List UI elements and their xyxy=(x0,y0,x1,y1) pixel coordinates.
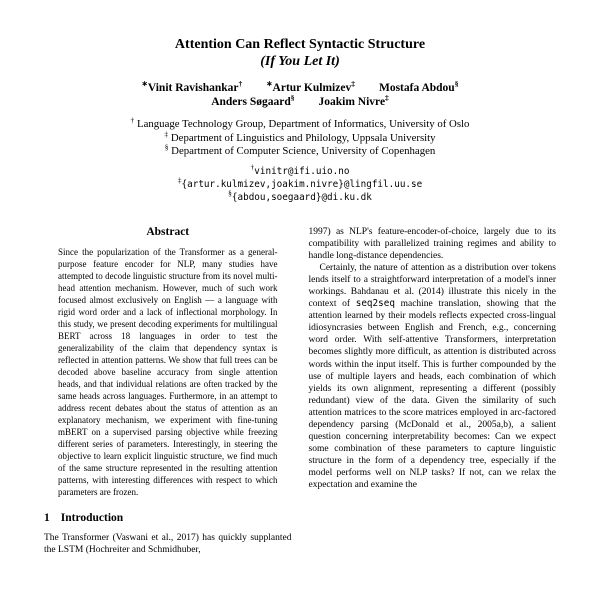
affiliation-mark: ‡ xyxy=(351,79,355,89)
affiliation-mark: † xyxy=(238,79,243,89)
affiliation-mark: § xyxy=(228,188,232,198)
email-list xyxy=(0,162,600,204)
author-list xyxy=(0,81,600,109)
authors-row-2 xyxy=(0,95,600,109)
section-heading-introduction xyxy=(44,512,292,524)
affiliation-mark: § xyxy=(164,142,169,152)
paragraph-text: machine translation, showing that the attention learned by their models reflects expected cross-lingual idiosyncrasies between English and French, e.g., concerning word order. With self-attentive Transformers, interpretation becomes slightly more difficult, as attention is distributed across words within the input itself. This is further compounded by the use of multiple layers and heads, each combination of which yields its own alignment, representing a different (possibly redundant) view of the data. Given the similarity of such attention matrices to the score matrices employed in arc-factored dependency parsing (McDonald et al., 2005a,b), a salient question concerning interpretability becomes: Can we expect some combination of these parameters to capture linguistic structure in the form of a dependency tree, especially if the model performs well on NLP tasks? If not, can we relax the expectation and examine the xyxy=(308,299,556,491)
right-column xyxy=(309,226,557,556)
author-joakim-nivre xyxy=(318,93,389,108)
author-name: Mostafa Abdou xyxy=(378,82,455,94)
affiliation-list xyxy=(0,115,600,159)
equal-contribution-asterisk: ∗ xyxy=(141,79,148,89)
title-line1: Attention Can Reflect Syntactic Structure xyxy=(174,37,426,52)
email-copenhagen xyxy=(0,188,600,204)
affiliation-text: Language Technology Group, Department of Informatics, University of Oslo xyxy=(136,118,470,130)
email-oslo xyxy=(0,162,600,178)
author-name: Vinit Ravishankar xyxy=(147,82,239,94)
affiliation-copenhagen xyxy=(0,142,600,159)
affiliation-mark: † xyxy=(250,162,255,172)
email-address: vinitr@ifi.uio.no xyxy=(254,165,350,177)
two-column-body xyxy=(0,204,600,556)
abstract-heading: Abstract xyxy=(146,225,190,238)
affiliation-mark: ‡ xyxy=(177,175,182,185)
equal-contribution-asterisk: ∗ xyxy=(266,79,273,89)
author-artur-kulmizev xyxy=(266,79,355,94)
authors-row-1 xyxy=(0,81,600,95)
left-column xyxy=(44,226,292,556)
affiliation-mark: † xyxy=(130,115,135,125)
affiliation-text: Department of Linguistics and Philology, Uppsala University xyxy=(170,131,436,144)
paragraph-continuation: 1997) as NLP's feature-encoder-of-choice, largely due to its compatibility with parallelized training regimes and ability to handle long-distance dependencies. xyxy=(308,226,556,261)
author-name: Artur Kulmizev xyxy=(272,82,352,94)
section-title: Introduction xyxy=(60,511,124,524)
affiliation-text: Department of Computer Science, University of Copenhagen xyxy=(171,145,436,157)
seq2seq-code-term: seq2seq xyxy=(355,298,395,310)
affiliation-uppsala xyxy=(0,128,600,146)
affiliation-mark: ‡ xyxy=(164,128,169,138)
author-mostafa-abdou xyxy=(378,79,459,94)
intro-first-line: The Transformer (Vaswani et al., 2017) has quickly supplanted the LSTM (Hochreiter and Schmidhuber, xyxy=(44,532,292,555)
affiliation-mark: § xyxy=(454,79,459,89)
paper-title xyxy=(0,36,600,70)
author-vinit-ravishankar xyxy=(141,79,243,94)
title-line2: (If You Let It) xyxy=(260,54,340,69)
affiliation-oslo xyxy=(0,115,600,132)
email-address: {abdou,soegaard}@di.ku.dk xyxy=(231,191,372,203)
affiliation-mark: § xyxy=(290,93,295,103)
paragraph-text: Certainly, the nature of attention as a distribution over tokens lends itself to a straightforward interpretation of a model's inner workings. Bahdanau et al. (2014) illustrate this nicely in the context of xyxy=(308,262,556,310)
author-name: Joakim Nivre xyxy=(318,96,386,108)
affiliation-mark: ‡ xyxy=(385,93,389,103)
abstract-text: Since the popularization of the Transformer as a general-purpose feature encoder for NLP, many studies have attempted to decode linguistic structure from its novel multi-head attention mechanism. However, much of such work focused almost exclusively on English — a language with rigid word order and a lack of inflectional morphology. In this study, we present decoding experiments for multilingual BERT across 18 languages in order to test the generalizability of the claim that dependency syntax is reflected in attention patterns. We show that full trees can be decoded above baseline accuracy from single attention heads, and that individual relations are often tracked by the same heads across languages. Furthermore, in an attempt to address recent debates about the status of attention as an explanatory mechanism, we experiment with fine-tuning mBERT on a supervised parsing objective while freezing different series of parameters. Interestingly, in steering the objective to learn explicit linguistic structure, we find much of the same structure represented in the resulting attention patterns, with interesting differences with respect to which parameters are frozen. xyxy=(58,246,278,497)
paragraph-certainly xyxy=(309,262,557,492)
paper-header xyxy=(0,0,600,204)
email-address: {artur.kulmizev,joakim.nivre}@lingfil.uu.se xyxy=(181,178,423,190)
email-uppsala xyxy=(0,175,600,191)
section-number: 1 xyxy=(44,511,50,524)
author-anders-sogaard xyxy=(211,93,295,108)
author-name: Anders Søgaard xyxy=(211,96,291,108)
